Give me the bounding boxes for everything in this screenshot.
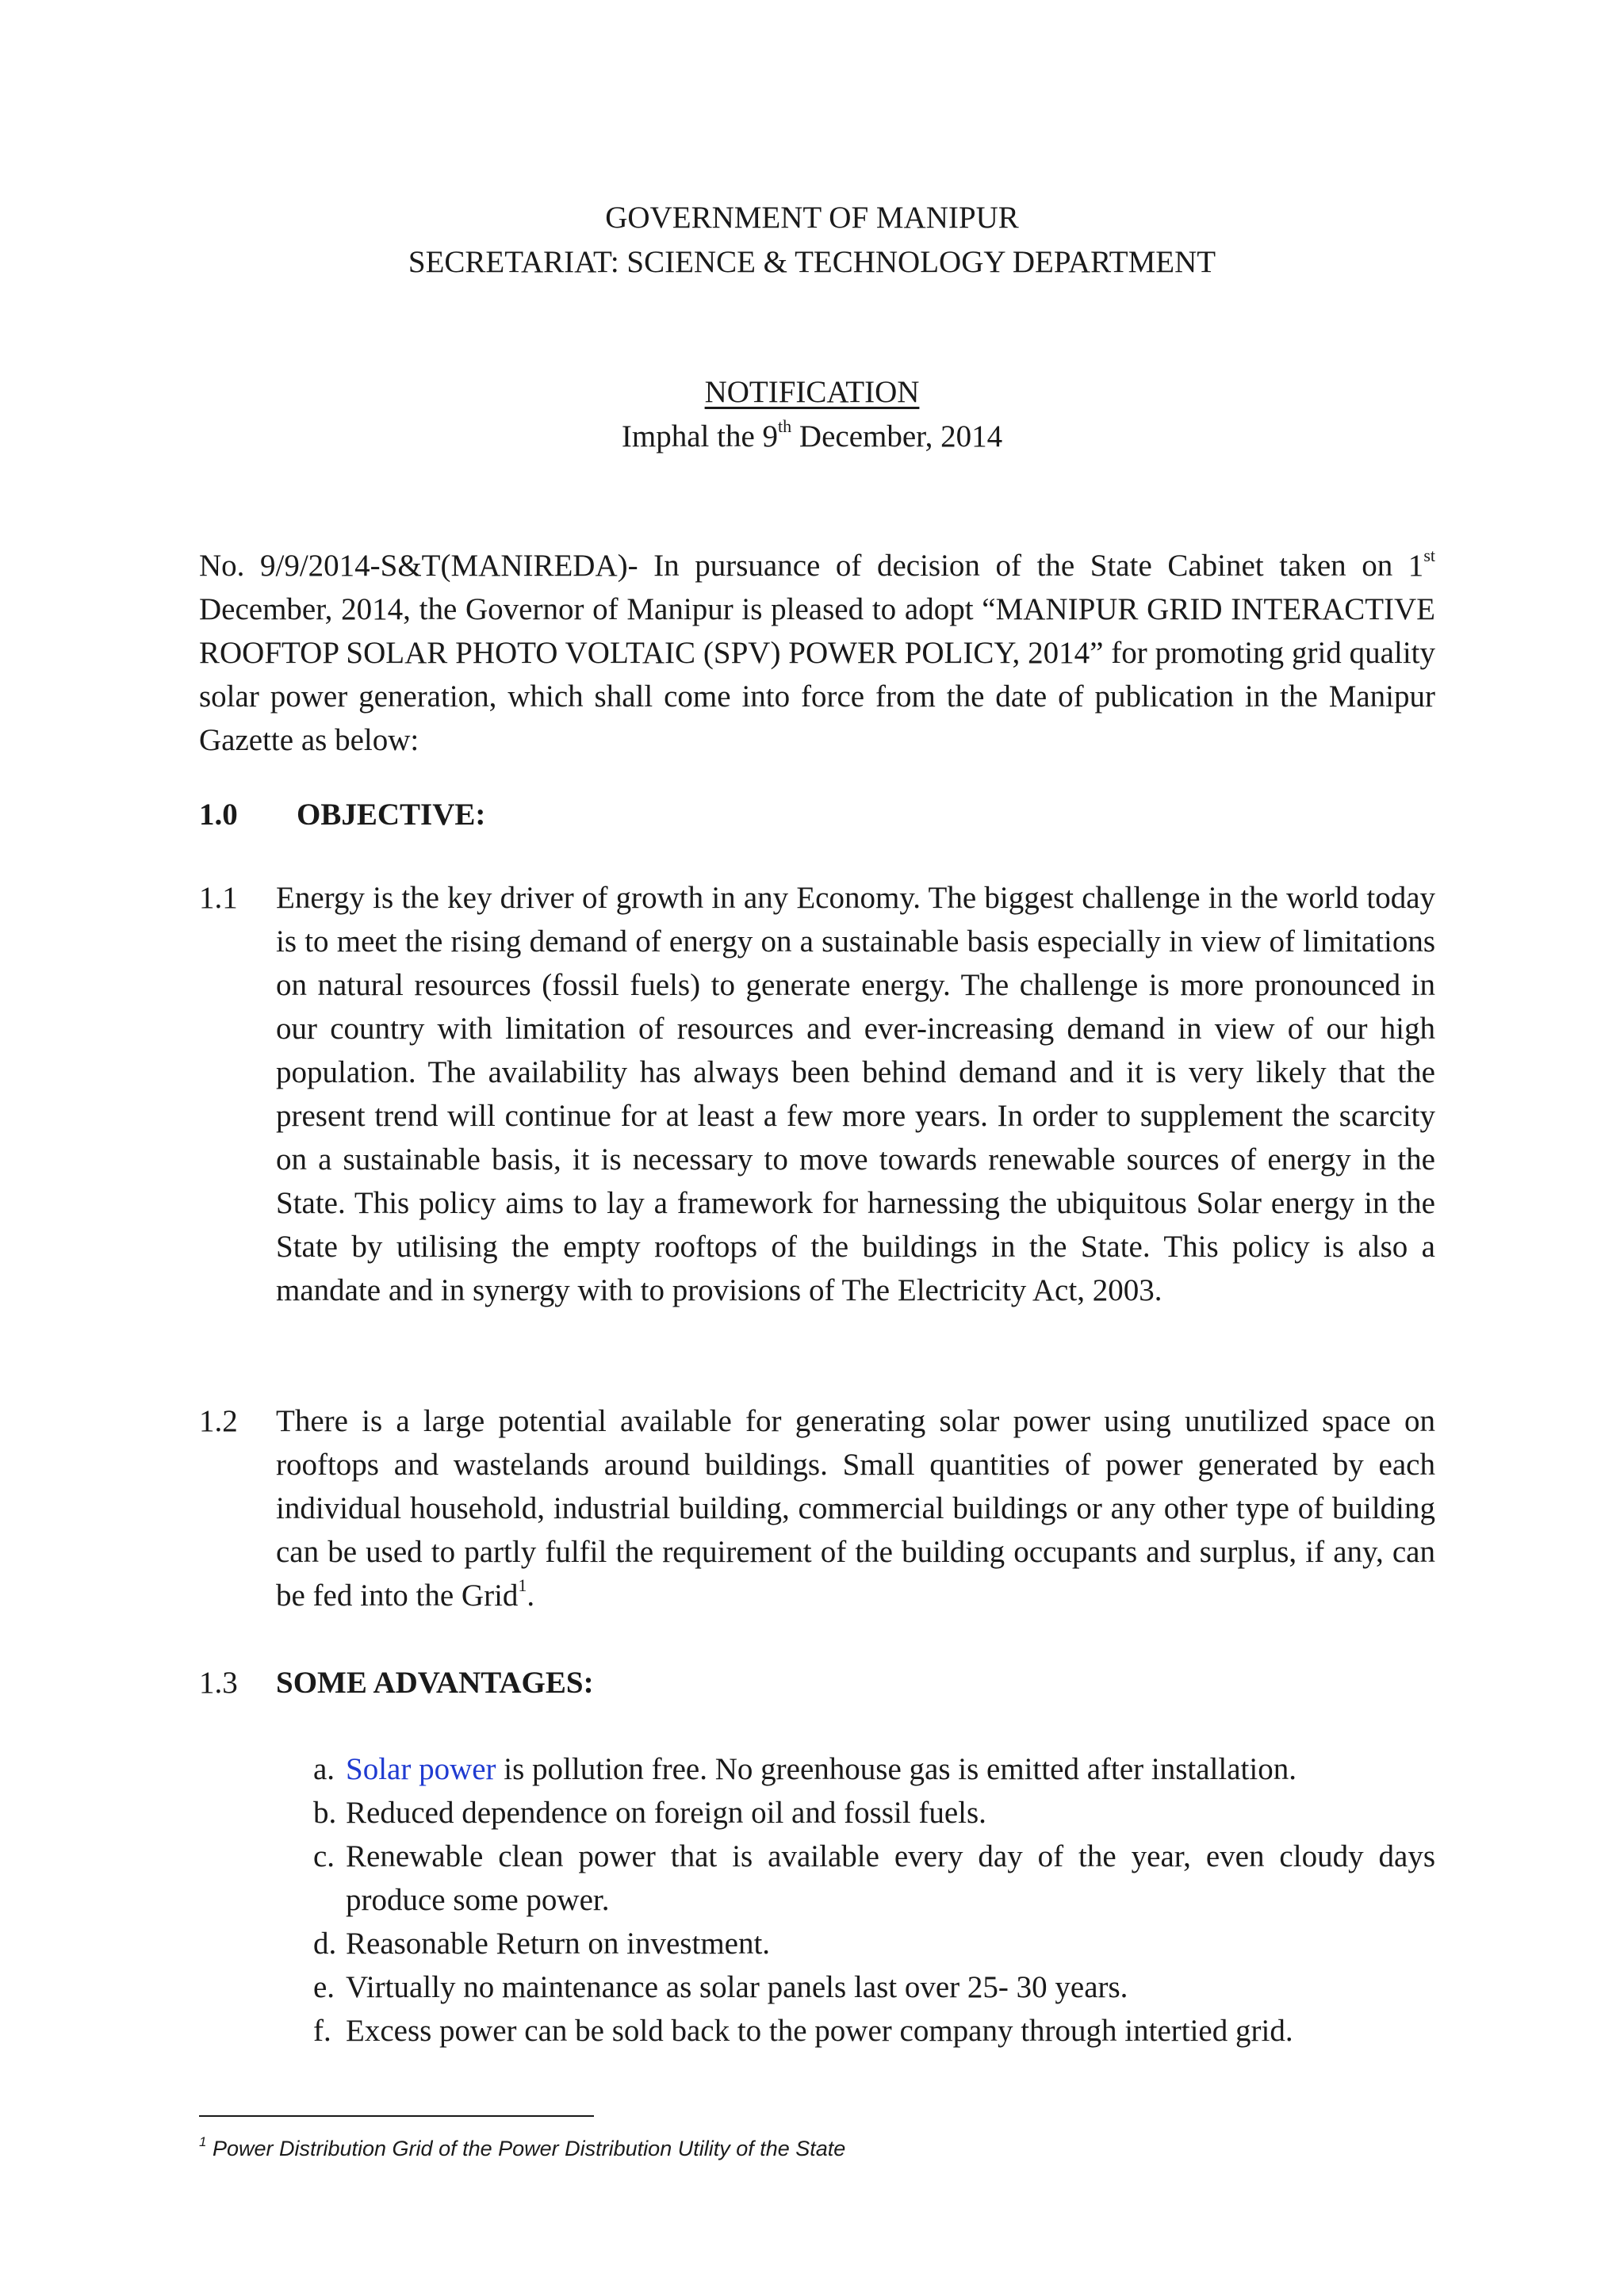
list-item-b-letter: b. [313,1796,337,1830]
date-sup: th [778,416,792,436]
intro-text-end: December, 2014, the Governor of Manipur is pleased to adopt “MANIPUR GRID INTERACTIVE ROOFTOP SOLAR PHOTO VOLTAIC (SPV) POWER POLICY, 2014” for promoting grid quality solar power generation, which shall come into force from the date of publication in the Manipur Gazette as below: [199,592,1435,757]
footnote-divider [199,2115,594,2117]
intro-sup: st [1423,545,1435,565]
footnote [199,2133,845,2164]
list-item-d-text: Reasonable Return on investment. [346,1927,771,1961]
list-item-a [346,1747,1435,1791]
section-1-number: 1.0 [199,798,238,832]
date-prefix: Imphal the 9 [621,419,779,453]
footnote-marker: 1 [199,2134,207,2149]
para-1-2-paragraph [276,1399,1435,1617]
list-item-a-text: is pollution free. No greenhouse gas is emitted after installation. [496,1752,1297,1786]
para-1-2-number: 1.2 [199,1404,238,1438]
para-1-2-end: . [527,1578,535,1613]
para-1-3-title: SOME ADVANTAGES: [276,1666,594,1700]
para-1-3-number: 1.3 [199,1666,238,1700]
list-item-c-letter: c. [313,1839,335,1873]
list-item-e-letter: e. [313,1970,335,2004]
secretariat-title: SECRETARIAT: SCIENCE & TECHNOLOGY DEPARTMENT [408,245,1216,279]
list-item-a-letter: a. [313,1752,335,1786]
footnote-text: Power Distribution Grid of the Power Distribution Utility of the State [206,2137,846,2160]
date-suffix: December, 2014 [791,419,1003,453]
list-item-e-text: Virtually no maintenance as solar panels last over 25- 30 years. [346,1970,1128,2004]
section-1-title: OBJECTIVE: [297,798,486,832]
notification-date [0,415,1624,459]
list-item-d-letter: d. [313,1927,337,1961]
list-item-f-text: Excess power can be sold back to the power company through intertied grid. [346,2014,1293,2048]
notification-heading [0,370,1624,415]
intro-text-start: No. 9/9/2014-S&T(MANIREDA)- In pursuance of decision of the State Cabinet taken on 1 [199,549,1424,583]
solar-power-link[interactable]: Solar power [346,1752,496,1786]
footnote-ref[interactable]: 1 [518,1575,527,1595]
list-item-c-text: Renewable clean power that is available every day of the year, even cloudy days produce some power. [346,1839,1435,1917]
para-1-2-text: There is a large potential available for generating solar power using unutilized space on rooftops and wastelands around buildings. Small quantities of power generated by each individual household, industrial building, commercial buildings or any other type of building can be used to partly fulfil the requirement of the building occupants and surplus, if any, can be fed into the Grid [276,1404,1435,1613]
list-item-f-letter: f. [313,2014,331,2048]
para-1-1-number: 1.1 [199,881,238,915]
para-1-1-text: Energy is the key driver of growth in any Economy. The biggest challenge in the world today is to meet the rising demand of energy on a sustainable basis especially in view of limitations on natural resources (fossil fuels) to generate energy. The challenge is more pronounced in our country with limitation of resources and ever-increasing demand in view of our high population. The availability has always been behind demand and it is very likely that the present trend will continue for at least a few more years. In order to supplement the scarcity on a sustainable basis, it is necessary to move towards renewable sources of energy in the State. This policy aims to lay a framework for harnessing the ubiquitous Solar energy in the State by utilising the empty rooftops of the buildings in the State. This policy is also a mandate and in synergy with to provisions of The Electricity Act, 2003. [276,881,1435,1307]
list-item-b-text: Reduced dependence on foreign oil and fossil fuels. [346,1796,986,1830]
government-title: GOVERNMENT OF MANIPUR [605,201,1019,235]
notification-title: NOTIFICATION [704,375,920,409]
intro-paragraph [199,544,1435,762]
